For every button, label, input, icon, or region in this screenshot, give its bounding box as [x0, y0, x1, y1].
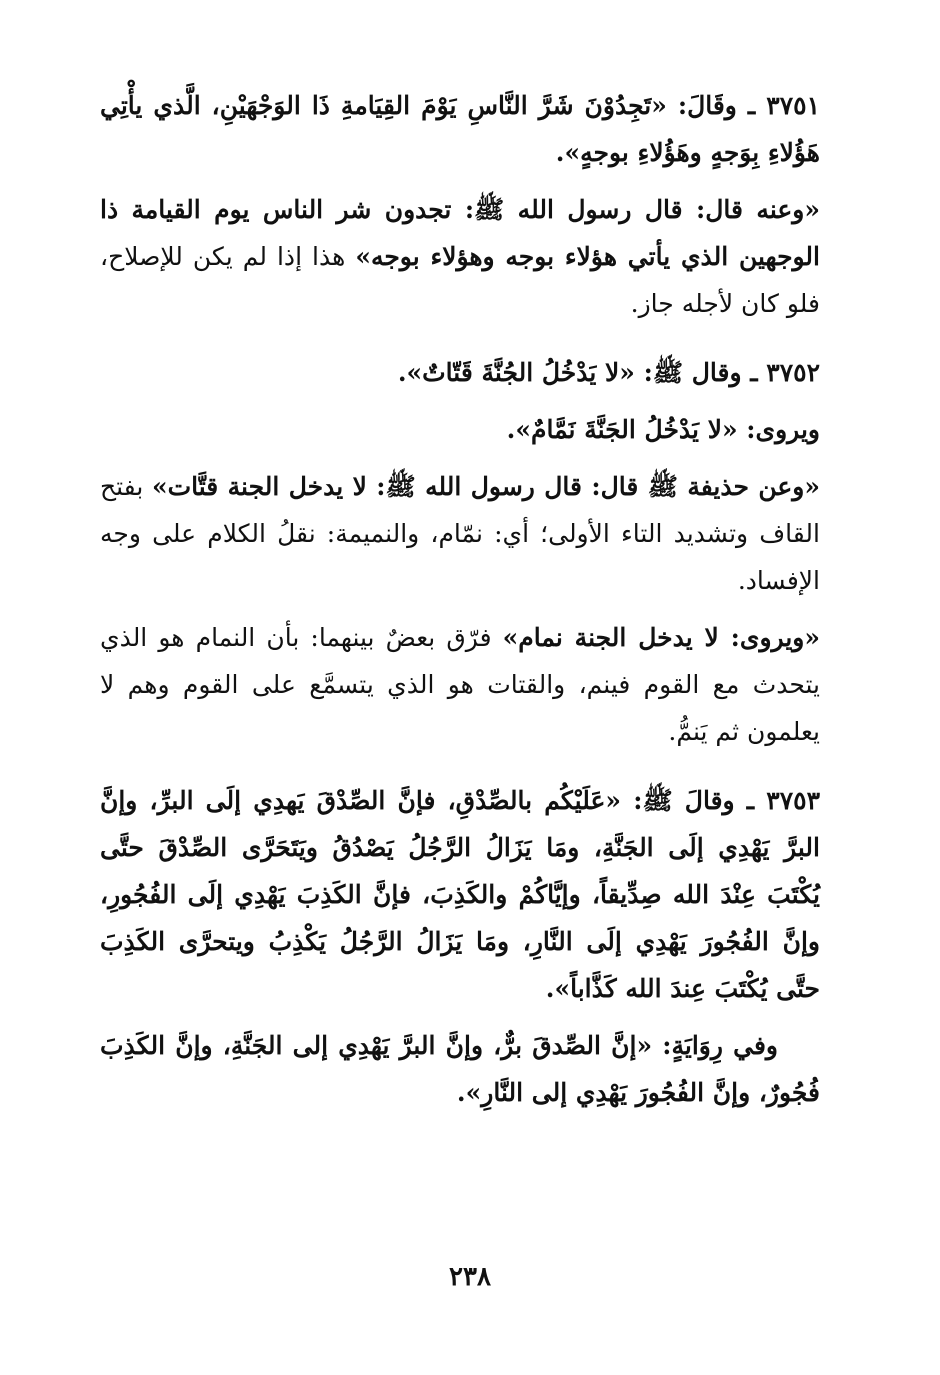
commentary-3751-explanation: هذا إذا لم يكن للإصلاح، فلو كان لأجله جاز. — [100, 242, 820, 318]
page-body — [100, 82, 820, 1126]
commentary-3751-quote: «وعنه قال: قال رسول الله ﷺ: تجدون شر الناس يوم القيامة ذا الوجهين الذي يأتي هؤلاء بوجه وهؤلاء بوجه» — [100, 195, 820, 271]
hadith-3752-variant: ويروى: «لا يَدْخُلُ الجَنَّةَ نَمَّامٌ». — [506, 415, 820, 444]
commentary-3752-a — [100, 463, 820, 604]
hadith-3753: ٣٧٥٣ ـ وقالَ ﷺ: «عَلَيْكُم بالصِّدْقِ، فإنَّ الصِّدْقَ يَهدِي إلَى البرِّ، وإنَّ البرَّ يَهْدِي إلَى الجَنَّةِ، ومَا يَزَالُ الرَّجُلُ يَصْدُقُ ويَتَحَرَّى الصِّدْقَ حتَّى يُكْتَبَ عِنْدَ الله صِدِّيقاً، وإيَّاكُمْ والكَذِبَ، فإنَّ الكَذِبَ يَهْدِي إلَى الفُجُورِ، وإنَّ الفُجُورَ يَهْدِي إلَى النَّارِ، ومَا يَزَالُ الرَّجُلُ يَكْذِبُ ويتحرَّى الكَذِبَ حتَّى يُكْتَبَ عِندَ الله كَذَّاباً». — [100, 786, 820, 1003]
commentary-3752-b-quote: «ويروى: لا يدخل الجنة نمام» — [502, 623, 820, 652]
commentary-3752-b-explanation: فرّق بعضٌ بينهما: بأن النمام هو الذي يتحدث مع القوم فينم، والقتات هو الذي يتسمَّع على القوم وهم لا يعلمون ثم يَنمُّ. — [100, 623, 820, 746]
hadith-3751: ٣٧٥١ ـ وقَالَ: «تَجِدُوْنَ شَرَّ النَّاسِ يَوْمَ القِيَامةِ ذَا الوَجْهَيْنِ، الَّذي يأْتِي هَؤُلاءِ بِوَجهٍ وهَؤُلاءِ بوجهٍ». — [100, 91, 820, 167]
commentary-3752-a-explanation: بفتح القاف وتشديد التاء الأولى؛ أي: نمّام، والنميمة: نقلُ الكلام على وجه الإفساد. — [100, 472, 820, 595]
page-number: ٢٣٨ — [449, 1262, 491, 1292]
commentary-3752-a-quote: «وعن حذيفة ﷺ قال: قال رسول الله ﷺ: لا يدخل الجنة قتَّات» — [151, 472, 821, 501]
commentary-3752-b — [100, 614, 820, 755]
hadith-3752: ٣٧٥٢ ـ وقال ﷺ: «لا يَدْخُلُ الجُنَّةَ قَتّاتٌ». — [397, 358, 820, 387]
commentary-3751 — [100, 186, 820, 327]
hadith-3753-variant: وفي رِوَايَةٍ: «إنَّ الصِّدقَ برٌّ، وإنَّ البرَّ يَهْدِي إلى الجَنَّةِ، وإنَّ الكَذِبَ فُجُورٌ، وإنَّ الفُجُورَ يَهْدِي إلى النَّارِ». — [100, 1031, 820, 1107]
